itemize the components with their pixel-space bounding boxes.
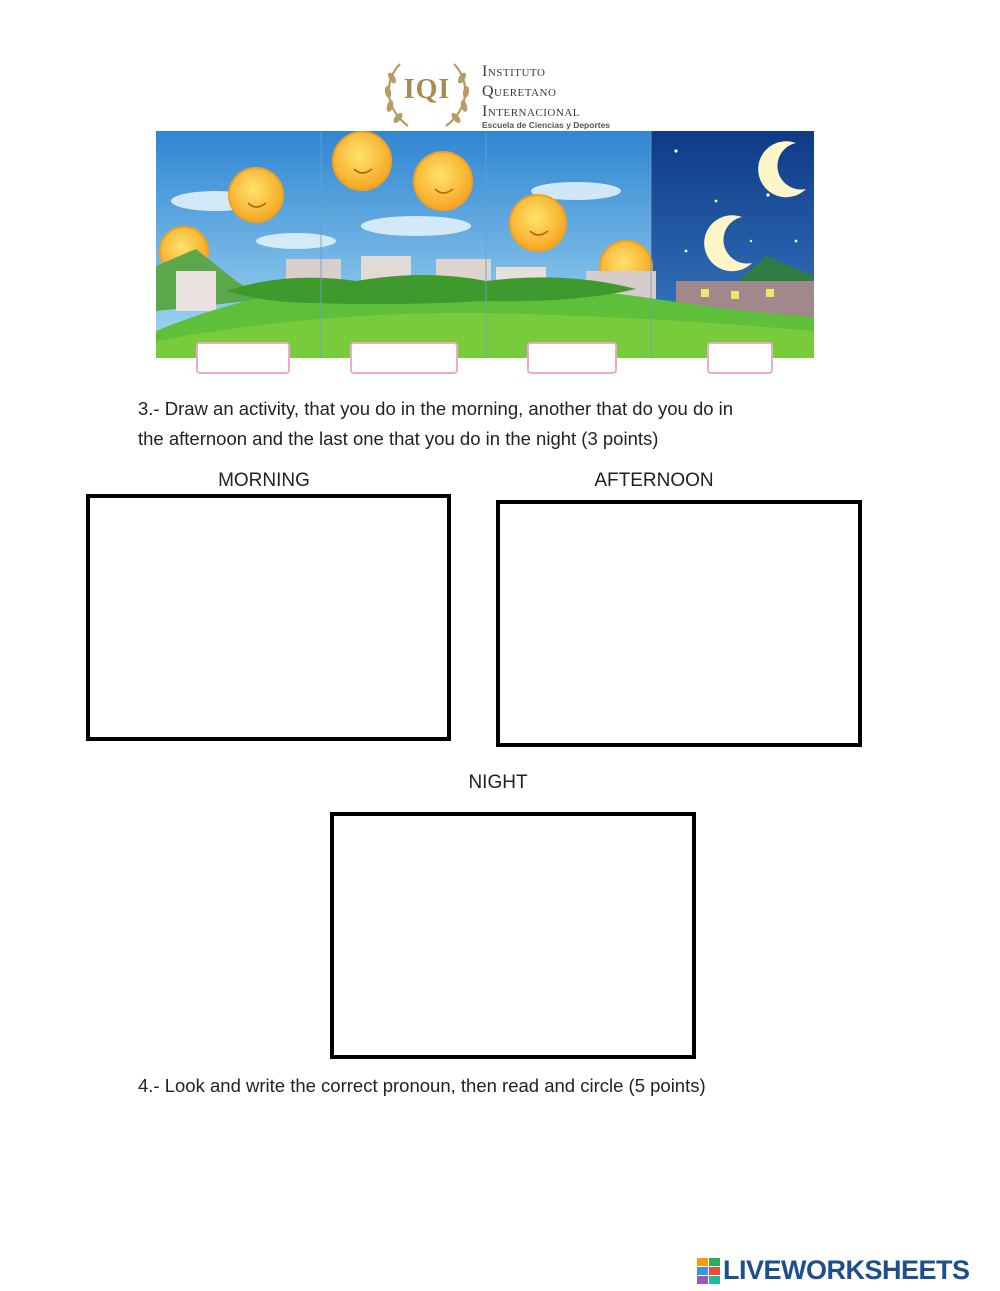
day-cycle-scene	[156, 131, 814, 358]
drawing-box-night[interactable]	[330, 812, 696, 1059]
scene-label-blank-2[interactable]	[350, 342, 458, 374]
institute-logo	[378, 56, 628, 132]
institute-name-line-2: Queretano	[482, 83, 557, 100]
sun-icon	[510, 195, 566, 251]
sun-icon	[333, 132, 391, 190]
scene-label-blank-3[interactable]	[527, 342, 617, 374]
institute-name-line-1: Instituto	[482, 63, 546, 80]
question-3-line-1: 3.- Draw an activity, that you do in the morning, another that do you do in	[138, 398, 734, 419]
question-3-line-2: the afternoon and the last one that you do in the night (3 points)	[138, 428, 659, 449]
drawing-box-morning[interactable]	[86, 494, 451, 741]
caption-morning: MORNING	[218, 470, 310, 491]
question-4: 4.- Look and write the correct pronoun, then read and circle (5 points)	[138, 1075, 706, 1096]
scene-label-blank-4[interactable]	[707, 342, 773, 374]
institute-tagline: Escuela de Ciencias y Deportes	[482, 120, 611, 130]
liveworksheets-blocks-icon	[697, 1258, 721, 1284]
logo-mark-text: IQI	[403, 74, 451, 105]
liveworksheets-wordmark: LIVEWORKSHEETS	[723, 1255, 970, 1285]
drawing-box-afternoon[interactable]	[496, 500, 862, 747]
sun-icon	[414, 152, 472, 210]
caption-night: NIGHT	[468, 772, 528, 793]
question-3	[138, 394, 898, 454]
institute-name-line-3: Internacional	[482, 103, 580, 120]
sun-icon	[229, 168, 283, 222]
caption-afternoon: AFTERNOON	[594, 470, 714, 491]
liveworksheets-logo	[697, 1254, 997, 1288]
day-cycle-illustration	[156, 131, 814, 358]
institute-name	[482, 62, 580, 122]
scene-label-blank-1[interactable]	[196, 342, 290, 374]
